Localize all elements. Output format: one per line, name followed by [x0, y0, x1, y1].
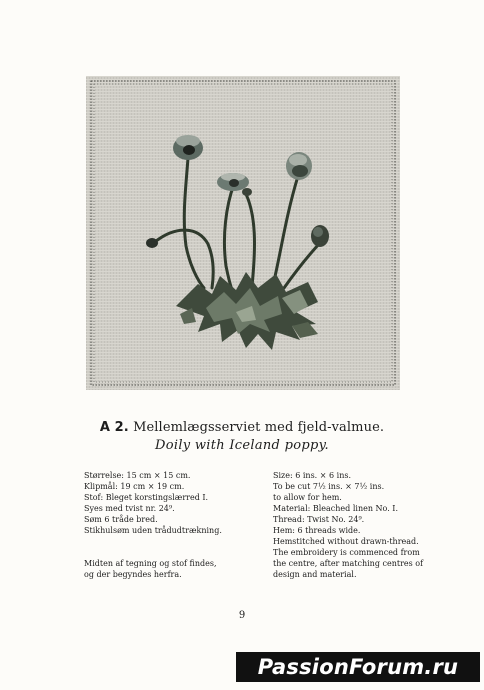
- english-detail-start-1: The embroidery is commenced from: [273, 548, 420, 557]
- pattern-code: A 2.: [99, 420, 129, 435]
- english-title: Doily with Iceland poppy.: [155, 438, 329, 453]
- english-detail-thread: Thread: Twist No. 24⁹.: [273, 515, 365, 524]
- danish-detail-cut: Klipmål: 19 cm × 19 cm.: [84, 482, 185, 491]
- english-details: [273, 470, 424, 580]
- danish-title: Mellemlægsserviet med fjeld-valmue.: [133, 420, 385, 435]
- danish-detail-fabric: Stof: Bleget korstingslærred I.: [84, 493, 209, 502]
- english-detail-material: Material: Bleached linen No. I.: [273, 504, 398, 513]
- english-detail-size: Size: 6 ins. × 6 ins.: [273, 471, 351, 480]
- danish-details: [84, 470, 234, 580]
- danish-detail-thread: Syes med tvist nr. 24⁹.: [84, 504, 175, 513]
- english-detail-allowance: to allow for hem.: [273, 493, 342, 502]
- danish-note-line-1: Midten af tegning og stof findes,: [84, 559, 217, 568]
- english-detail-stitch: Hemstitched without drawn-thread.: [273, 537, 419, 546]
- watermark-logo: PassionForum.ru: [236, 652, 480, 682]
- danish-detail-size: Størrelse: 15 cm × 15 cm.: [84, 471, 191, 480]
- danish-caption: [0, 420, 484, 435]
- page-number: 9: [238, 610, 246, 621]
- english-detail-cut: To be cut 7½ ins. × 7½ ins.: [273, 482, 385, 491]
- danish-note-line-2: og der begyndes herfra.: [84, 570, 182, 579]
- danish-detail-hem: Søm 6 tråde bred.: [84, 515, 158, 524]
- poppy-doily-illustration: [86, 76, 400, 390]
- english-detail-start-2: the centre, after matching centres of: [273, 559, 424, 568]
- english-detail-start-3: design and material.: [273, 570, 357, 579]
- english-detail-hem: Hem: 6 threads wide.: [273, 526, 361, 535]
- embroidery-photo: [86, 76, 400, 390]
- danish-detail-stitch: Stikhulsøm uden trådudtrækning.: [84, 526, 222, 535]
